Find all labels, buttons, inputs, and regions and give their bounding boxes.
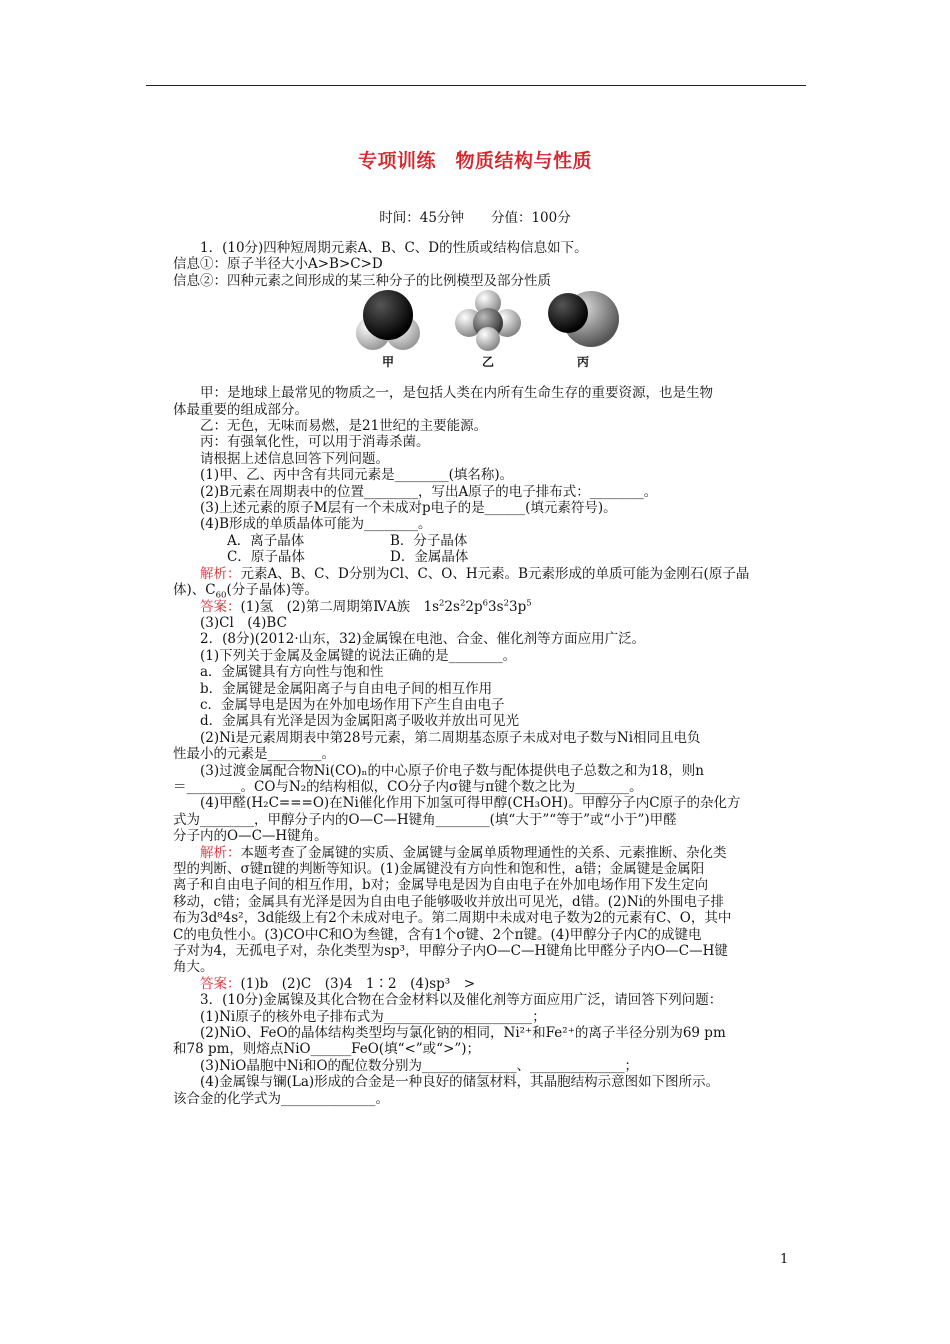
q2-analysis-line1 [173, 845, 813, 861]
q2-analysis-line6: C的电负性小。(3)CO中C和O为叁键，含有1个σ键、2个π键。(4)甲醇分子内C的成键电 [173, 926, 702, 943]
q1-sub4: (4)B形成的单质晶体可能为________。 [200, 516, 432, 533]
q2-sub2-line1: (2)Ni是元素周期表中第28号元素，第二周期基态原子未成对电子数与Ni相同且电负 [200, 729, 701, 746]
q2-analysis-text1: 本题考查了金属键的实质、金属键与金属单质物理通性的关系、元素推断、杂化类 [240, 844, 727, 861]
q1-info2: 信息②：四种元素之间形成的某三种分子的比例模型及部分性质 [173, 272, 551, 289]
q1-sub3: (3)上述元素的原子M层有一个未成对p电子的是______(填元素符号)。 [200, 500, 617, 517]
q3-sub2-line1: (2)NiO、FeO的晶体结构类型均与氯化钠的相同，Ni²⁺和Fe²⁺的离子半径分别为69 pm [200, 1025, 726, 1042]
q2-option-c: c．金属导电是因为在外加电场作用下产生自由电子 [200, 696, 505, 713]
molecule-yi-label: 乙 [481, 355, 494, 370]
molecule-jia-image [353, 289, 423, 370]
q2-analysis-line8: 角大。 [173, 959, 214, 976]
page-title: 专项训练 物质结构与性质 [357, 150, 592, 172]
molecule-yi-image [453, 289, 523, 370]
q1-sub2: (2)B元素在周期表中的位置________，写出A原子的电子排布式：________。 [200, 483, 658, 500]
q2-sub3-line2: ＝________。CO与N₂的结构相似，CO分子内σ键与π键个数之比为________。 [173, 778, 643, 795]
q1-option-a: A．离子晶体 [227, 532, 305, 549]
q3-sub3: (3)NiO晶胞中Ni和O的配位数分别为______________、______________； [200, 1057, 639, 1074]
q1-option-d: D．金属晶体 [390, 549, 469, 566]
header-rule [146, 85, 806, 86]
q1-answer-text: (1)氢 (2)第二周期第ⅣA族 1s [240, 598, 439, 615]
q3-sub4-line1: (4)金属镍与镧(La)形成的合金是一种良好的储氢材料，其晶胞结构示意图如下图所示。 [200, 1074, 720, 1091]
q3-sub4-line2: 该合金的化学式为______________。 [173, 1090, 389, 1107]
q1-options-row1 [173, 533, 813, 549]
q1-sub1: (1)甲、乙、丙中含有共同元素是________(填名称)。 [200, 467, 514, 484]
q1-analysis-sub: 60 [215, 590, 227, 601]
q1-jia-line2: 体最重要的组成部分。 [173, 401, 308, 418]
q2-answer-text: (1)b (2)C (3)4 1∶2 (4)sp³ > [240, 975, 476, 992]
time-score-line: 时间：45分钟 分值：100分 [379, 210, 571, 226]
page-number: 1 [780, 1252, 789, 1267]
q1-analysis-text3: (分子晶体)等。 [226, 582, 318, 599]
q1-analysis-label: 解析： [200, 565, 241, 582]
q2-answer [173, 976, 813, 992]
q1-option-b: B．分子晶体 [390, 532, 468, 549]
q2-sub3-line1: (3)过渡金属配合物Ni(CO)ₙ的中心原子价电子数与配体提供电子总数之和为18，则n [200, 762, 704, 779]
document-body [173, 240, 813, 1107]
q2-analysis-line3: 离子和自由电子间的相互作用，b对；金属导电是因为自由电子在外加电场作用下发生定向 [173, 877, 709, 894]
q1-intro: 1．(10分)四种短周期元素A、B、C、D的性质或结构信息如下。 [200, 240, 588, 256]
q1-analysis-text: 元素A、B、C、D分别为Cl、C、O、H元素。B元素形成的单质可能为金刚石(原子晶 [240, 565, 750, 582]
q2-sub2-line2: 性最小的元素是________。 [173, 746, 335, 763]
q2-option-b: b．金属键是金属阳离子与自由电子间的相互作用 [200, 680, 493, 697]
molecule-jia-label: 甲 [381, 355, 394, 370]
q1-jia-line1: 甲：是地球上最常见的物质之一，是包括人类在内所有生命生存的重要资源，也是生物 [200, 385, 713, 402]
q1-analysis-line1 [173, 566, 813, 582]
q2-sub4-line1: (4)甲醛(H₂C===O)在Ni催化作用下加氢可得甲醇(CH₃OH)。甲醇分子内C原子的杂化方 [200, 795, 741, 812]
q2-sub1: (1)下列关于金属及金属键的说法正确的是________。 [200, 647, 517, 664]
q2-answer-label: 答案： [200, 975, 241, 992]
q1-option-c: C．原子晶体 [227, 549, 305, 566]
q2-analysis-line5: 布为3d⁸4s²，3d能级上有2个未成对电子。第二周期中未成对电子数为2的元素有C、O，其中 [173, 910, 732, 927]
q2-option-d: d．金属具有光泽是因为金属阳离子吸收并放出可见光 [200, 713, 520, 730]
q2-sub4-line3: 分子内的O—C—H键角。 [173, 828, 328, 845]
q1-answer-line1: 答案：(1)氢 (2)第二周期第ⅣA族 $1s^22s^22p^63s^23p^5$ [200, 598, 532, 615]
molecule-bing-image [543, 289, 623, 370]
q3-intro: 3．(10分)金属镍及其化合物在合金材料以及催化剂等方面应用广泛，请回答下列问题： [200, 992, 723, 1009]
q1-yi: 乙：无色，无味而易燃，是21世纪的主要能源。 [200, 418, 488, 435]
q1-analysis-line2 [173, 582, 813, 601]
molecule-bing-label: 丙 [576, 355, 589, 370]
q1-ask: 请根据上述信息回答下列问题。 [200, 450, 389, 467]
q3-sub1: (1)Ni原子的核外电子排布式为______________________； [200, 1008, 546, 1025]
q3-sub2-line2: 和78 pm，则熔点NiO______FeO(填“<”或“>”)； [173, 1041, 481, 1058]
q2-option-a: a．金属键具有方向性与饱和性 [200, 664, 384, 681]
q2-analysis-label: 解析： [200, 844, 241, 861]
q2-sub4-line2: 式为________，甲醇分子内的O—C—H键角________(填“大于”“等于”或“小于”)甲醛 [173, 811, 677, 828]
molecule-models [173, 289, 813, 369]
q1-answer-label: 答案： [200, 598, 241, 615]
q1-bing: 丙：有强氧化性，可以用于消毒杀菌。 [200, 434, 430, 451]
q2-analysis-line7: 子对为4，无孤电子对，杂化类型为sp³，甲醇分子内O—C—H键角比甲醛分子内O—C—H键 [173, 943, 728, 960]
q1-info1: 信息①：原子半径大小A>B>C>D [173, 256, 383, 273]
q1-answer-line2: (3)Cl (4)BC [200, 614, 287, 631]
q2-analysis-line4: 移动，c错；金属具有光泽是因为自由电子能够吸收并放出可见光，d错。(2)Ni的外围电子排 [173, 893, 724, 910]
q1-options-row2 [173, 549, 813, 565]
q2-intro: 2．(8分)(2012·山东，32)金属镍在电池、合金、催化剂等方面应用广泛。 [200, 631, 646, 648]
q1-analysis-text2: 体)、C [173, 582, 216, 599]
q2-analysis-line2: 型的判断、σ键π键的判断等知识。(1)金属键没有方向性和饱和性，a错；金属键是金属阳 [173, 861, 705, 877]
